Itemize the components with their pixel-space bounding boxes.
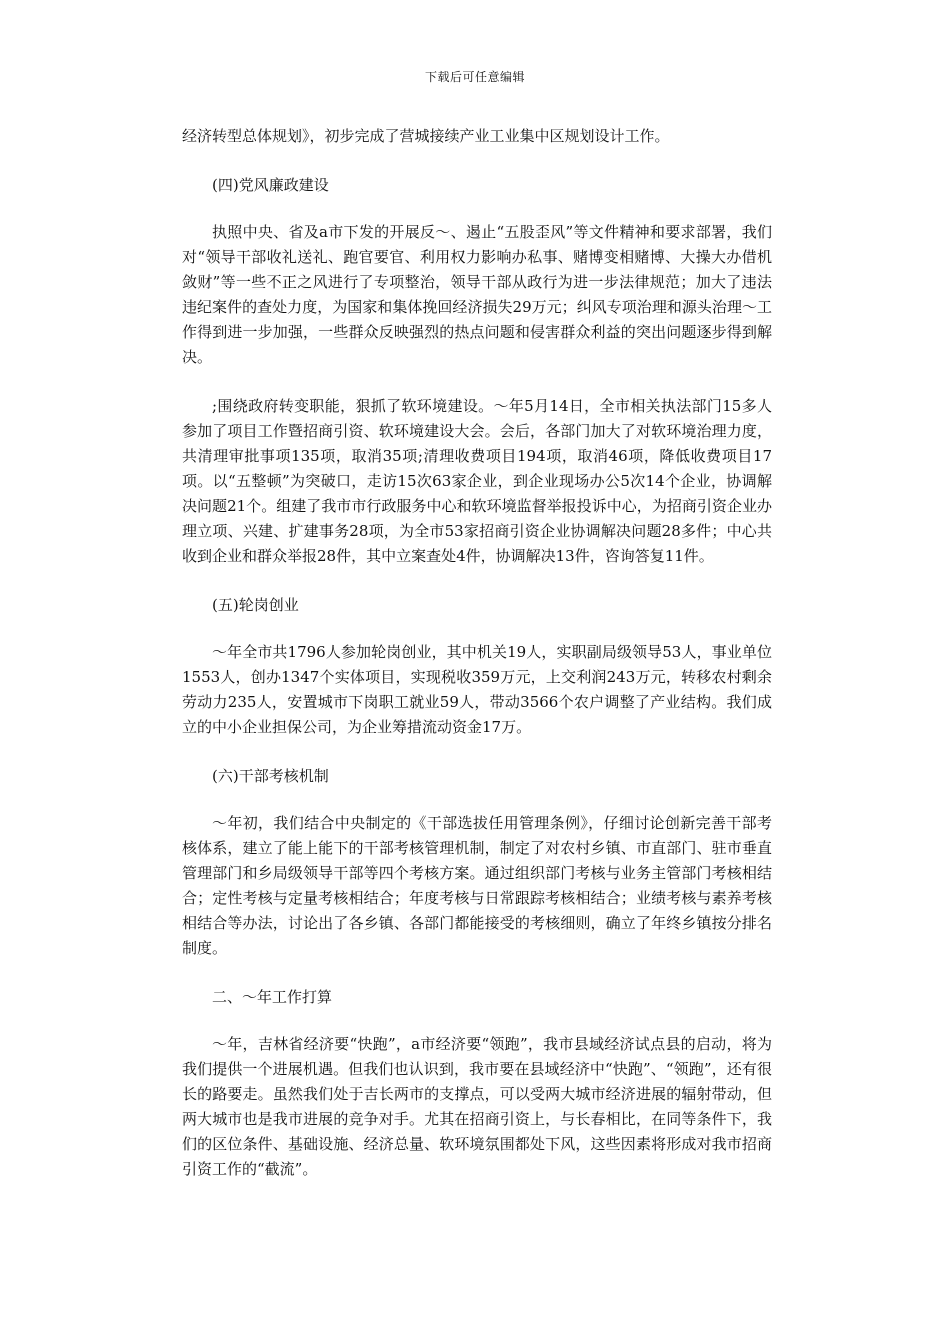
section-heading-4: (四)党风廉政建设 — [212, 176, 329, 194]
paragraph-plan: ～年，吉林省经济要“快跑”，a市经济要“领跑”，我市县域经济试点县的启动，将为我们提供一个进展机遇。但我们也认识到，我市要在县域经济中“快跑”、“领跑”，还有很长的路要走。虽然我们处于吉长两市的支撑点，可以受两大城市经济进展的辐射带动，但两大城市也是我市进展的竞争对手。尤其在招商引资上，与长春相比，在同等条件下，我们的区位条件、基础设施、经济总量、软环境氛围都处下风，这些因素将形成对我市招商引资工作的“截流”。 — [182, 1035, 772, 1178]
section-heading-6: (六)干部考核机制 — [212, 767, 329, 785]
page-header: 下载后可任意编辑 — [424, 70, 525, 84]
paragraph-integrity: 执照中央、省及a市下发的开展反～、遏止“五股歪风”等文件精神和要求部署，我们对“领导干部收礼送礼、跑官要官、利用权力影响办私事、赌博变相赌博、大操大办借机敛财”等一些不正之风进行了专项整治，领导干部从政行为进一步法律规范；加大了违法违纪案件的查处力度，为国家和集体挽回经济损失29万元；纠风专项治理和源头治理～工作得到进一步加强，一些群众反映强烈的热点问题和侵害群众利益的突出问题逐步得到解决。 — [182, 223, 772, 366]
paragraph-rotation: ～年全市共1796人参加轮岗创业，其中机关19人，实职副局级领导53人，事业单位1553人，创办1347个实体项目，实现税收359万元，上交利润243万元，转移农村剩余劳动力235人，安置城市下岗职工就业59人，带动3566个农户调整了产业结构。我们成立的中小企业担保公司，为企业筹措流动资金17万。 — [182, 643, 772, 736]
paragraph-assessment: ～年初，我们结合中央制定的《干部选拔任用管理条例》，仔细讨论创新完善干部考核体系，建立了能上能下的干部考核管理机制，制定了对农村乡镇、市直部门、驻市垂直管理部门和乡局级领导干部等四个考核方案。通过组织部门考核与业务主管部门考核相结合；定性考核与定量考核相结合；年度考核与日常跟踪考核相结合；业绩考核与素养考核相结合等办法，讨论出了各乡镇、各部门都能接受的考核细则，确立了年终乡镇按分排名制度。 — [182, 814, 772, 957]
document-body — [182, 124, 772, 1206]
paragraph-continuation: 经济转型总体规划》，初步完成了营城接续产业工业集中区规划设计工作。 — [182, 127, 670, 145]
section-heading-plan: 二、～年工作打算 — [212, 988, 333, 1006]
paragraph-soft-environment: ;围绕政府转变职能，狠抓了软环境建设。～年5月14日，全市相关执法部门15多人参加了项目工作暨招商引资、软环境建设大会。会后，各部门加大了对软环境治理力度，共清理审批事项135项，取消35项;清理收费项目194项，取消46项，降低收费项目17项。以“五整顿”为突破口，走访15次63家企业，到企业现场办公5次14个企业，协调解决问题21个。组建了我市市行政服务中心和软环境监督举报投诉中心，为招商引资企业办理立项、兴建、扩建事务28项，为全市53家招商引资企业协调解决问题28多件；中心共收到企业和群众举报28件，其中立案查处4件，协调解决13件，咨询答复11件。 — [182, 397, 772, 565]
section-heading-5: (五)轮岗创业 — [212, 596, 299, 614]
